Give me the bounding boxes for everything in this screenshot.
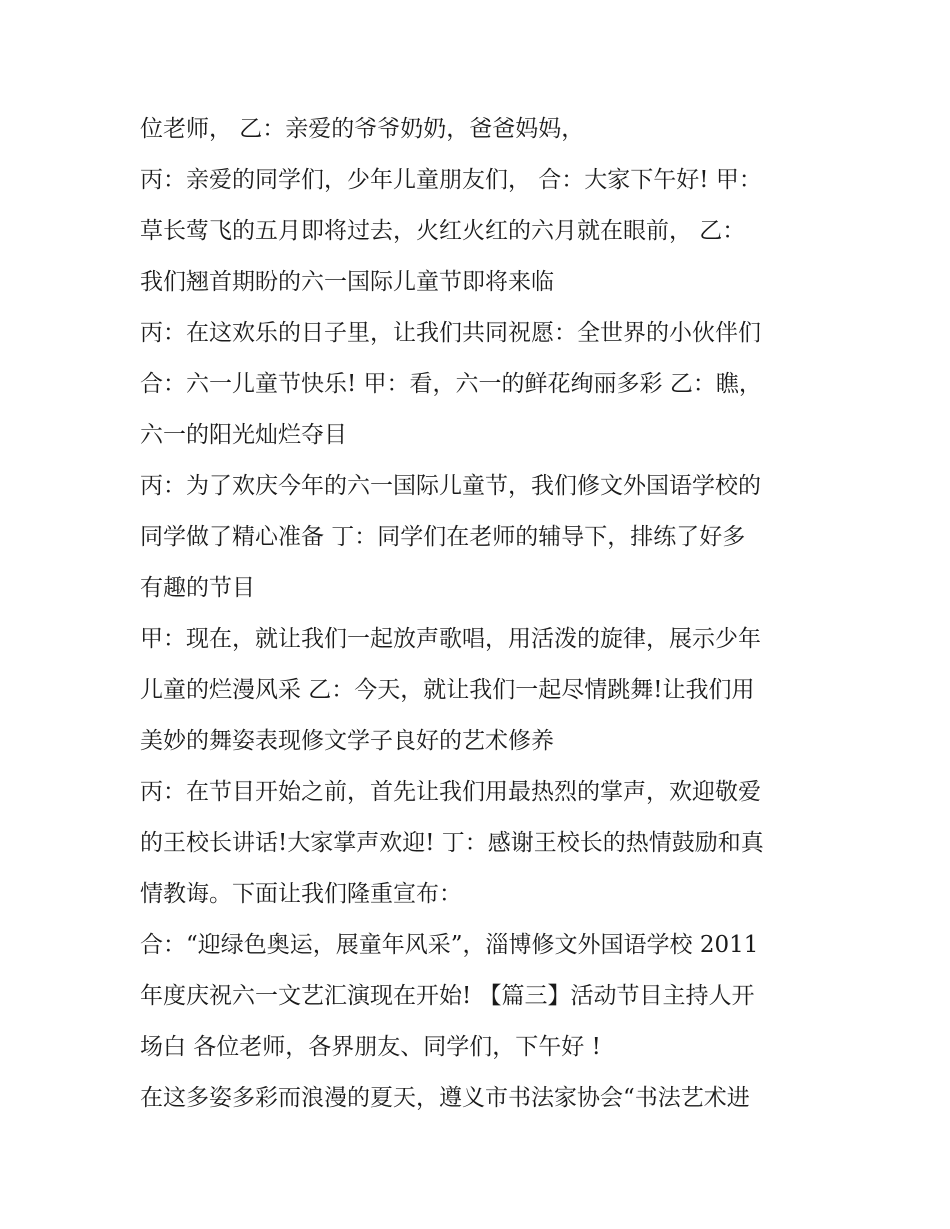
- text-line: 在这多姿多彩而浪漫的夏天，遵义市书法家协会“书法艺术进: [140, 1085, 750, 1111]
- text-line: 甲：现在，就让我们一起放声歌唱，用活泼的旋律，展示少年: [140, 626, 761, 652]
- text-line: 丙：在节目开始之前，首先让我们用最热烈的掌声，欢迎敬爱: [140, 779, 761, 805]
- text-line: 合：“迎绿色奥运，展童年风采”，淄博修文外国语学校 2011: [140, 932, 759, 958]
- text-line: 情教诲。下面让我们隆重宣布：: [140, 881, 462, 907]
- text-line: 合：六一儿童节快乐! 甲：看，六一的鲜花绚丽多彩 乙：瞧，: [140, 371, 762, 397]
- text-line: 六一的阳光灿烂夺目: [140, 422, 347, 448]
- text-line: 我们翘首期盼的六一国际儿童节即将来临: [140, 269, 554, 295]
- text-line: 位老师， 乙：亲爱的爷爷奶奶，爸爸妈妈，: [140, 116, 585, 142]
- text-line: 有趣的节目: [140, 575, 255, 601]
- text-line: 丙：亲爱的同学们，少年儿童朋友们， 合：大家下午好! 甲：: [140, 167, 762, 193]
- document-body: [140, 104, 830, 1124]
- text-line: 场白 各位老师，各界朋友、同学们，下午好 !: [140, 1034, 601, 1060]
- text-line: 美妙的舞姿表现修文学子良好的艺术修养: [140, 728, 554, 754]
- text-line: 同学做了精心准备 丁：同学们在老师的辅导下，排练了好多: [140, 524, 746, 550]
- text-line: 草长莺飞的五月即将过去，火红火红的六月就在眼前， 乙：: [140, 218, 746, 244]
- text-line: 丙：为了欢庆今年的六一国际儿童节，我们修文外国语学校的: [140, 473, 761, 499]
- text-line: 年度庆祝六一文艺汇演现在开始! 【篇三】活动节目主持人开: [140, 983, 755, 1009]
- text-line: 的王校长讲话!大家掌声欢迎! 丁：感谢王校长的热情鼓励和真: [140, 830, 764, 856]
- text-line: 儿童的烂漫风采 乙：今天，就让我们一起尽情跳舞!让我们用: [140, 677, 755, 703]
- text-line: 丙：在这欢乐的日子里，让我们共同祝愿：全世界的小伙伴们: [140, 320, 761, 346]
